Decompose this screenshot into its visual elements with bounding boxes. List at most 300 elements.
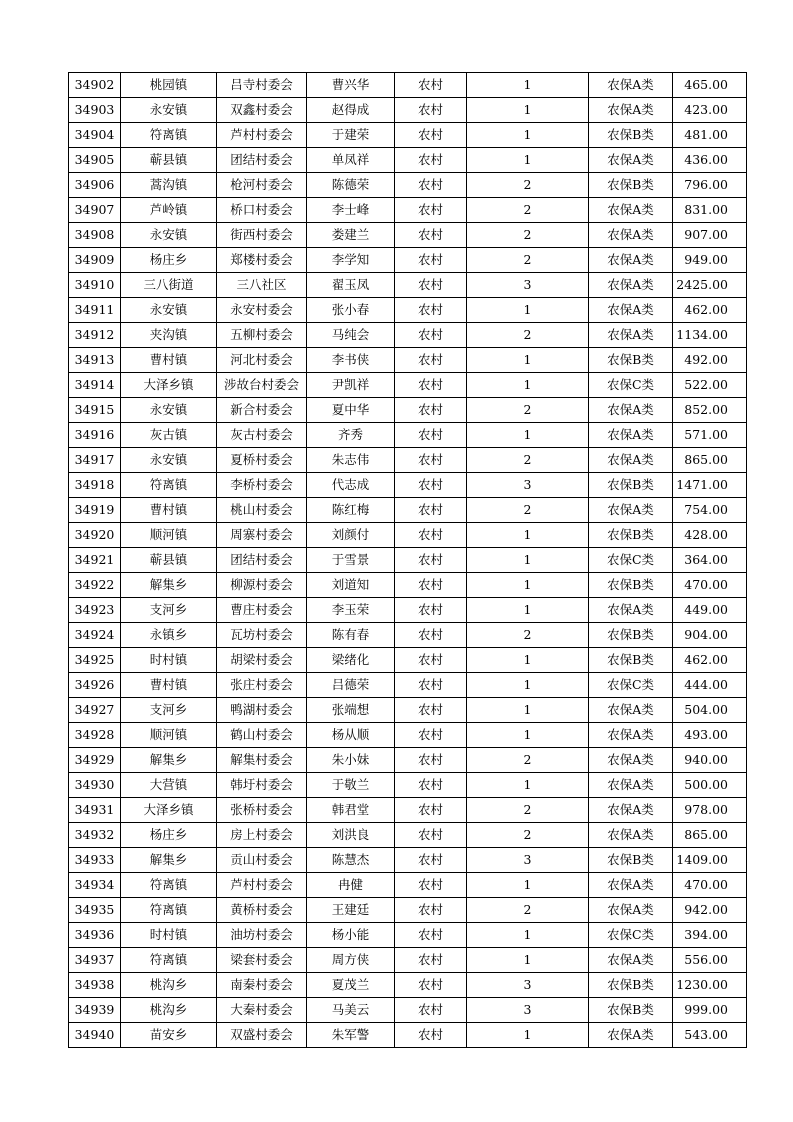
household-type-cell: 农村 (395, 848, 467, 873)
table-row (69, 398, 747, 423)
amount-cell: 462.00 (673, 648, 747, 673)
insurance-class-cell: 农保B类 (589, 648, 673, 673)
person-count-cell: 1 (467, 98, 589, 123)
person-count-cell: 1 (467, 673, 589, 698)
amount-cell: 556.00 (673, 948, 747, 973)
insurance-class-cell: 农保A类 (589, 498, 673, 523)
table-row (69, 223, 747, 248)
township-cell: 芦岭镇 (121, 198, 217, 223)
insurance-class-cell: 农保B类 (589, 123, 673, 148)
township-cell: 蒿沟镇 (121, 173, 217, 198)
village-cell: 房上村委会 (217, 823, 307, 848)
amount-cell: 470.00 (673, 573, 747, 598)
amount-cell: 522.00 (673, 373, 747, 398)
village-cell: 吕寺村委会 (217, 73, 307, 98)
record-id-cell: 34902 (69, 73, 121, 98)
amount-cell: 907.00 (673, 223, 747, 248)
name-cell: 陈慧杰 (307, 848, 395, 873)
village-cell: 鹤山村委会 (217, 723, 307, 748)
amount-cell: 754.00 (673, 498, 747, 523)
amount-cell: 1471.00 (673, 473, 747, 498)
person-count-cell: 2 (467, 623, 589, 648)
village-cell: 瓦坊村委会 (217, 623, 307, 648)
amount-cell: 492.00 (673, 348, 747, 373)
village-cell: 大秦村委会 (217, 998, 307, 1023)
township-cell: 桃沟乡 (121, 973, 217, 998)
township-cell: 永安镇 (121, 98, 217, 123)
township-cell: 支河乡 (121, 598, 217, 623)
person-count-cell: 1 (467, 548, 589, 573)
table-row (69, 123, 747, 148)
insurance-class-cell: 农保C类 (589, 373, 673, 398)
name-cell: 李学知 (307, 248, 395, 273)
person-count-cell: 1 (467, 773, 589, 798)
table-row (69, 998, 747, 1023)
insurance-class-cell: 农保C类 (589, 673, 673, 698)
amount-cell: 999.00 (673, 998, 747, 1023)
person-count-cell: 3 (467, 273, 589, 298)
insurance-class-cell: 农保A类 (589, 223, 673, 248)
insurance-class-cell: 农保A类 (589, 323, 673, 348)
household-type-cell: 农村 (395, 173, 467, 198)
household-type-cell: 农村 (395, 148, 467, 173)
household-type-cell: 农村 (395, 873, 467, 898)
village-cell: 南秦村委会 (217, 973, 307, 998)
record-id-cell: 34927 (69, 698, 121, 723)
village-cell: 团结村委会 (217, 148, 307, 173)
insurance-class-cell: 农保B类 (589, 473, 673, 498)
record-id-cell: 34916 (69, 423, 121, 448)
household-type-cell: 农村 (395, 348, 467, 373)
insurance-class-cell: 农保A类 (589, 798, 673, 823)
household-type-cell: 农村 (395, 423, 467, 448)
person-count-cell: 1 (467, 948, 589, 973)
table-row (69, 523, 747, 548)
name-cell: 吕德荣 (307, 673, 395, 698)
insurance-class-cell: 农保A类 (589, 98, 673, 123)
insurance-class-cell: 农保A类 (589, 198, 673, 223)
amount-cell: 1134.00 (673, 323, 747, 348)
insurance-class-cell: 农保A类 (589, 898, 673, 923)
township-cell: 杨庄乡 (121, 823, 217, 848)
table-row (69, 323, 747, 348)
household-type-cell: 农村 (395, 448, 467, 473)
household-type-cell: 农村 (395, 898, 467, 923)
household-type-cell: 农村 (395, 223, 467, 248)
insurance-class-cell: 农保A类 (589, 698, 673, 723)
name-cell: 代志成 (307, 473, 395, 498)
amount-cell: 978.00 (673, 798, 747, 823)
township-cell: 顺河镇 (121, 723, 217, 748)
household-type-cell: 农村 (395, 523, 467, 548)
village-cell: 韩圩村委会 (217, 773, 307, 798)
insurance-class-cell: 农保C类 (589, 548, 673, 573)
township-cell: 时村镇 (121, 648, 217, 673)
table-row (69, 73, 747, 98)
village-cell: 柳源村委会 (217, 573, 307, 598)
person-count-cell: 1 (467, 573, 589, 598)
name-cell: 于建荣 (307, 123, 395, 148)
township-cell: 符离镇 (121, 473, 217, 498)
amount-cell: 428.00 (673, 523, 747, 548)
record-id-cell: 34928 (69, 723, 121, 748)
record-id-cell: 34911 (69, 298, 121, 323)
insurance-class-cell: 农保A类 (589, 73, 673, 98)
household-type-cell: 农村 (395, 748, 467, 773)
record-id-cell: 34938 (69, 973, 121, 998)
table-row (69, 573, 747, 598)
insurance-class-cell: 农保B类 (589, 523, 673, 548)
person-count-cell: 1 (467, 648, 589, 673)
amount-cell: 942.00 (673, 898, 747, 923)
record-id-cell: 34921 (69, 548, 121, 573)
table-row (69, 648, 747, 673)
person-count-cell: 2 (467, 198, 589, 223)
village-cell: 双盛村委会 (217, 1023, 307, 1048)
person-count-cell: 1 (467, 348, 589, 373)
township-cell: 永安镇 (121, 223, 217, 248)
insurance-class-cell: 农保A类 (589, 598, 673, 623)
amount-cell: 449.00 (673, 598, 747, 623)
table-row (69, 748, 747, 773)
name-cell: 张端想 (307, 698, 395, 723)
name-cell: 尹凯祥 (307, 373, 395, 398)
record-id-cell: 34933 (69, 848, 121, 873)
household-type-cell: 农村 (395, 298, 467, 323)
household-type-cell: 农村 (395, 998, 467, 1023)
village-cell: 郑楼村委会 (217, 248, 307, 273)
table-row (69, 698, 747, 723)
insurance-class-cell: 农保A类 (589, 823, 673, 848)
person-count-cell: 1 (467, 1023, 589, 1048)
record-id-cell: 34903 (69, 98, 121, 123)
insurance-class-cell: 农保A类 (589, 298, 673, 323)
insurance-class-cell: 农保C类 (589, 923, 673, 948)
insurance-class-cell: 农保A类 (589, 148, 673, 173)
amount-cell: 852.00 (673, 398, 747, 423)
person-count-cell: 2 (467, 173, 589, 198)
name-cell: 周方侠 (307, 948, 395, 973)
amount-cell: 470.00 (673, 873, 747, 898)
village-cell: 油坊村委会 (217, 923, 307, 948)
household-type-cell: 农村 (395, 273, 467, 298)
village-cell: 三八社区 (217, 273, 307, 298)
table-row (69, 798, 747, 823)
table-row (69, 598, 747, 623)
household-type-cell: 农村 (395, 798, 467, 823)
record-table (68, 72, 747, 1048)
insurance-class-cell: 农保A类 (589, 273, 673, 298)
village-cell: 芦村村委会 (217, 123, 307, 148)
village-cell: 新合村委会 (217, 398, 307, 423)
township-cell: 大泽乡镇 (121, 798, 217, 823)
record-id-cell: 34937 (69, 948, 121, 973)
amount-cell: 2425.00 (673, 273, 747, 298)
amount-cell: 493.00 (673, 723, 747, 748)
person-count-cell: 2 (467, 748, 589, 773)
township-cell: 支河乡 (121, 698, 217, 723)
record-id-cell: 34914 (69, 373, 121, 398)
table-row (69, 373, 747, 398)
person-count-cell: 1 (467, 873, 589, 898)
table-body (69, 73, 747, 1048)
village-cell: 枪河村委会 (217, 173, 307, 198)
household-type-cell: 农村 (395, 973, 467, 998)
township-cell: 大泽乡镇 (121, 373, 217, 398)
township-cell: 灰古镇 (121, 423, 217, 448)
record-id-cell: 34939 (69, 998, 121, 1023)
township-cell: 桃园镇 (121, 73, 217, 98)
name-cell: 李玉荣 (307, 598, 395, 623)
township-cell: 曹村镇 (121, 673, 217, 698)
village-cell: 芦村村委会 (217, 873, 307, 898)
household-type-cell: 农村 (395, 698, 467, 723)
person-count-cell: 3 (467, 998, 589, 1023)
record-id-cell: 34915 (69, 398, 121, 423)
table-row (69, 423, 747, 448)
name-cell: 刘道知 (307, 573, 395, 598)
table-row (69, 98, 747, 123)
record-id-cell: 34922 (69, 573, 121, 598)
table-row (69, 873, 747, 898)
table-row (69, 498, 747, 523)
record-id-cell: 34929 (69, 748, 121, 773)
village-cell: 鸭湖村委会 (217, 698, 307, 723)
amount-cell: 444.00 (673, 673, 747, 698)
person-count-cell: 3 (467, 473, 589, 498)
name-cell: 马纯会 (307, 323, 395, 348)
person-count-cell: 1 (467, 723, 589, 748)
household-type-cell: 农村 (395, 373, 467, 398)
insurance-class-cell: 农保A类 (589, 1023, 673, 1048)
township-cell: 永安镇 (121, 398, 217, 423)
household-type-cell: 农村 (395, 723, 467, 748)
table-row (69, 198, 747, 223)
insurance-class-cell: 农保B类 (589, 573, 673, 598)
village-cell: 五柳村委会 (217, 323, 307, 348)
insurance-class-cell: 农保B类 (589, 848, 673, 873)
name-cell: 刘洪良 (307, 823, 395, 848)
village-cell: 桥口村委会 (217, 198, 307, 223)
name-cell: 陈德荣 (307, 173, 395, 198)
insurance-class-cell: 农保A类 (589, 448, 673, 473)
record-id-cell: 34906 (69, 173, 121, 198)
record-id-cell: 34935 (69, 898, 121, 923)
person-count-cell: 2 (467, 398, 589, 423)
amount-cell: 462.00 (673, 298, 747, 323)
name-cell: 单凤祥 (307, 148, 395, 173)
village-cell: 张桥村委会 (217, 798, 307, 823)
record-id-cell: 34904 (69, 123, 121, 148)
village-cell: 桃山村委会 (217, 498, 307, 523)
village-cell: 双鑫村委会 (217, 98, 307, 123)
household-type-cell: 农村 (395, 948, 467, 973)
township-cell: 符离镇 (121, 948, 217, 973)
village-cell: 夏桥村委会 (217, 448, 307, 473)
record-id-cell: 34917 (69, 448, 121, 473)
person-count-cell: 1 (467, 598, 589, 623)
insurance-class-cell: 农保A类 (589, 948, 673, 973)
record-id-cell: 34920 (69, 523, 121, 548)
name-cell: 赵得成 (307, 98, 395, 123)
township-cell: 符离镇 (121, 898, 217, 923)
name-cell: 张小春 (307, 298, 395, 323)
table-row (69, 673, 747, 698)
table-row (69, 248, 747, 273)
name-cell: 杨从顺 (307, 723, 395, 748)
person-count-cell: 2 (467, 498, 589, 523)
name-cell: 刘颜付 (307, 523, 395, 548)
name-cell: 翟玉凤 (307, 273, 395, 298)
amount-cell: 796.00 (673, 173, 747, 198)
village-cell: 张庄村委会 (217, 673, 307, 698)
name-cell: 马美云 (307, 998, 395, 1023)
name-cell: 朱小妹 (307, 748, 395, 773)
table-row (69, 448, 747, 473)
household-type-cell: 农村 (395, 123, 467, 148)
person-count-cell: 1 (467, 923, 589, 948)
village-cell: 周寨村委会 (217, 523, 307, 548)
township-cell: 苗安乡 (121, 1023, 217, 1048)
amount-cell: 865.00 (673, 823, 747, 848)
record-id-cell: 34923 (69, 598, 121, 623)
name-cell: 杨小能 (307, 923, 395, 948)
household-type-cell: 农村 (395, 673, 467, 698)
table-row (69, 273, 747, 298)
name-cell: 冉健 (307, 873, 395, 898)
household-type-cell: 农村 (395, 598, 467, 623)
township-cell: 夹沟镇 (121, 323, 217, 348)
record-id-cell: 34907 (69, 198, 121, 223)
household-type-cell: 农村 (395, 773, 467, 798)
household-type-cell: 农村 (395, 648, 467, 673)
table-row (69, 473, 747, 498)
table-row (69, 348, 747, 373)
record-id-cell: 34934 (69, 873, 121, 898)
insurance-class-cell: 农保A类 (589, 873, 673, 898)
table-row (69, 298, 747, 323)
village-cell: 胡梁村委会 (217, 648, 307, 673)
name-cell: 陈红梅 (307, 498, 395, 523)
amount-cell: 1409.00 (673, 848, 747, 873)
name-cell: 齐秀 (307, 423, 395, 448)
name-cell: 曹兴华 (307, 73, 395, 98)
person-count-cell: 2 (467, 248, 589, 273)
name-cell: 于雪景 (307, 548, 395, 573)
household-type-cell: 农村 (395, 498, 467, 523)
table-row (69, 723, 747, 748)
village-cell: 团结村委会 (217, 548, 307, 573)
table-row (69, 173, 747, 198)
table-row (69, 848, 747, 873)
amount-cell: 1230.00 (673, 973, 747, 998)
insurance-class-cell: 农保A类 (589, 248, 673, 273)
person-count-cell: 1 (467, 698, 589, 723)
name-cell: 李书侠 (307, 348, 395, 373)
record-id-cell: 34936 (69, 923, 121, 948)
household-type-cell: 农村 (395, 923, 467, 948)
record-id-cell: 34910 (69, 273, 121, 298)
household-type-cell: 农村 (395, 73, 467, 98)
township-cell: 蕲县镇 (121, 548, 217, 573)
township-cell: 符离镇 (121, 123, 217, 148)
village-cell: 梁套村委会 (217, 948, 307, 973)
township-cell: 杨庄乡 (121, 248, 217, 273)
record-id-cell: 34918 (69, 473, 121, 498)
household-type-cell: 农村 (395, 98, 467, 123)
person-count-cell: 2 (467, 823, 589, 848)
township-cell: 曹村镇 (121, 348, 217, 373)
record-id-cell: 34930 (69, 773, 121, 798)
insurance-class-cell: 农保B类 (589, 623, 673, 648)
household-type-cell: 农村 (395, 398, 467, 423)
household-type-cell: 农村 (395, 248, 467, 273)
amount-cell: 571.00 (673, 423, 747, 448)
household-type-cell: 农村 (395, 1023, 467, 1048)
table-row (69, 623, 747, 648)
name-cell: 于敬兰 (307, 773, 395, 798)
name-cell: 王建廷 (307, 898, 395, 923)
person-count-cell: 2 (467, 798, 589, 823)
amount-cell: 481.00 (673, 123, 747, 148)
amount-cell: 364.00 (673, 548, 747, 573)
record-id-cell: 34931 (69, 798, 121, 823)
person-count-cell: 1 (467, 373, 589, 398)
township-cell: 解集乡 (121, 573, 217, 598)
insurance-class-cell: 农保A类 (589, 423, 673, 448)
amount-cell: 940.00 (673, 748, 747, 773)
amount-cell: 504.00 (673, 698, 747, 723)
record-id-cell: 34905 (69, 148, 121, 173)
table-row (69, 898, 747, 923)
township-cell: 蕲县镇 (121, 148, 217, 173)
village-cell: 解集村委会 (217, 748, 307, 773)
township-cell: 大营镇 (121, 773, 217, 798)
person-count-cell: 1 (467, 423, 589, 448)
household-type-cell: 农村 (395, 823, 467, 848)
person-count-cell: 2 (467, 898, 589, 923)
insurance-class-cell: 农保A类 (589, 723, 673, 748)
table-row (69, 948, 747, 973)
village-cell: 李桥村委会 (217, 473, 307, 498)
record-id-cell: 34925 (69, 648, 121, 673)
township-cell: 解集乡 (121, 848, 217, 873)
village-cell: 河北村委会 (217, 348, 307, 373)
amount-cell: 394.00 (673, 923, 747, 948)
name-cell: 梁绪化 (307, 648, 395, 673)
township-cell: 符离镇 (121, 873, 217, 898)
amount-cell: 500.00 (673, 773, 747, 798)
person-count-cell: 1 (467, 73, 589, 98)
township-cell: 时村镇 (121, 923, 217, 948)
table-row (69, 823, 747, 848)
name-cell: 夏茂兰 (307, 973, 395, 998)
insurance-class-cell: 农保A类 (589, 748, 673, 773)
amount-cell: 904.00 (673, 623, 747, 648)
name-cell: 朱志伟 (307, 448, 395, 473)
insurance-class-cell: 农保B类 (589, 998, 673, 1023)
township-cell: 桃沟乡 (121, 998, 217, 1023)
township-cell: 永安镇 (121, 298, 217, 323)
table-row (69, 923, 747, 948)
record-id-cell: 34908 (69, 223, 121, 248)
village-cell: 永安村委会 (217, 298, 307, 323)
amount-cell: 543.00 (673, 1023, 747, 1048)
record-id-cell: 34924 (69, 623, 121, 648)
table-row (69, 148, 747, 173)
insurance-class-cell: 农保B类 (589, 348, 673, 373)
person-count-cell: 2 (467, 323, 589, 348)
